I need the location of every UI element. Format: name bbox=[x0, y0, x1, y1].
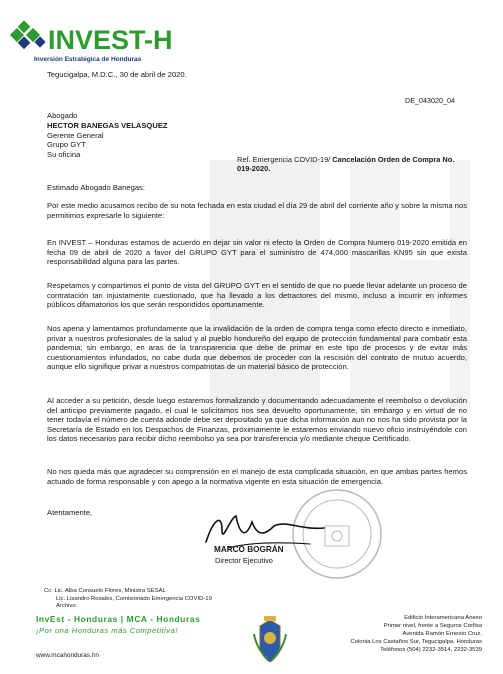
address-line-5: Teléfonos (504) 2232-3514, 2232-3539 bbox=[380, 647, 482, 653]
address-line-2: Primer nivel, frente a Seguros Crefisa bbox=[383, 623, 482, 629]
logo-text: INVEST-H bbox=[48, 25, 173, 55]
letter-date: Tegucigalpa, M.D.C., 30 de abril de 2020. bbox=[47, 70, 187, 79]
recipient-title: Abogado bbox=[47, 111, 78, 120]
cc-block bbox=[44, 588, 212, 611]
recipient-block bbox=[47, 111, 168, 160]
paragraph-3: Respetamos y compartimos el punto de vista del GRUPO GYT en el sentido de que no puede llevar adelante un proceso de contratación tan injustamente cuestionado, que ha llevado a los detractores del mismo, incluso a incurrir en informes públicos difamatorios los que serán respondidos oportunamente. bbox=[47, 281, 467, 310]
paragraph-4: Nos apena y lamentamos profundamente que la invalidación de la orden de compra tenga como efecto directo e inmediato, privar a nuestros profesionales de la salud y al pueblo hondureño del equipo de protección fundamental para combatir esta pandemia; sin embargo, en aras de la transparencia que debe de primar en este tipo de procesos y de evitar más cuestionamientos infundados, no cabe duda que debemos de proceder con la rescisión del contrato de mutuo acuerdo, aunque ello signifique privar a nuestros compatriotas de un material básico de protección. bbox=[47, 324, 467, 372]
paragraph-1: Por este medio acusamos recibo de su nota fechada en esta ciudad el día 29 de abril del corriente año y sobre la misma nos permitimos expresarle lo siguiente: bbox=[47, 201, 467, 220]
signer-title: Director Ejecutivo bbox=[215, 556, 273, 565]
recipient-office: Su oficina bbox=[47, 150, 81, 160]
cc-line-3: Archivo. bbox=[56, 603, 78, 609]
reference-prefix: Ref. Emergencia COVID-19/ bbox=[237, 155, 333, 164]
recipient-name: HECTOR BANEGAS VELASQUEZ bbox=[47, 120, 168, 130]
reference-id: DE_043020_04 bbox=[405, 96, 455, 105]
paragraph-6: No nos queda más que agradecer su comprensión en el manejo de esta complicada situación, en que ambas partes hemos actuado de forma responsable y con apego a la normativa vigente en esta situación de emergencia. bbox=[47, 467, 467, 486]
address-line-4: Colonia Los Castaños Sur, Tegucigalpa, Honduras bbox=[350, 639, 482, 645]
footer-website: www.mcahonduras.hn bbox=[36, 652, 99, 659]
closing: Atentamente, bbox=[47, 508, 93, 517]
recipient-position: Gerente General bbox=[47, 130, 104, 140]
address-line-1: Edificio Interamericana Anexo bbox=[404, 615, 482, 621]
recipient-company: Grupo GYT bbox=[47, 140, 86, 150]
coat-of-arms-icon bbox=[250, 616, 290, 666]
cc-line-2: Lic. Lisandro Rosales, Comisionado Emergencia COVID-19 bbox=[56, 595, 212, 602]
address-line-3: Avenida Ramón Ernesto Cruz, bbox=[402, 631, 482, 637]
footer-slogan: ¡Por una Honduras más Competitiva! bbox=[36, 626, 178, 635]
footer-address bbox=[328, 614, 482, 654]
paragraph-2: En INVEST – Honduras estamos de acuerdo en dejar sin valor ni efecto la Orden de Compra Numero 019-2020 emitida en fecha 09 de abril de 2020 a favor del GRUPO GYT para el suministro de 474,000 mascarillas KN95 sin que exista responsabilidad alguna para las partes. bbox=[47, 238, 467, 267]
cc-line-1: Cc: Lic. Alba Consuelo Flores, Ministra SESAL bbox=[44, 588, 166, 594]
paragraph-5: Al acceder a su petición, desde luego estaremos formalizando y documentando adecuadamente el reembolso o devolución del anticipo previamente pagado, el cual le solicitamos nos sea devuelto oportunamente, sin embargo y en virtud de no tener todavía el número de cuenta adonde debe ser depositado ya que dicha información aun no nos ha sido provista por la Secretaría de Estado en los Despachos de Finanzas, próximamente le estaremos enviando nuevo oficio instruyéndole con los datos necesarios para recibir dicho reembolso ya sea por transferencia y/o mediante cheque Certificado. bbox=[47, 396, 467, 444]
logo-tagline: Inversión Estratégica de Honduras bbox=[34, 56, 142, 63]
footer-org-line: InvEst - Honduras | MCA - Honduras bbox=[36, 614, 201, 624]
reference-subject: Cancelación Orden de Compra No. 019-2020. bbox=[237, 155, 455, 174]
reference-line bbox=[237, 155, 467, 174]
signer-name: MARCO BOGRÁN bbox=[214, 545, 284, 554]
salutation: Estimado Abogado Banegas: bbox=[47, 183, 145, 192]
